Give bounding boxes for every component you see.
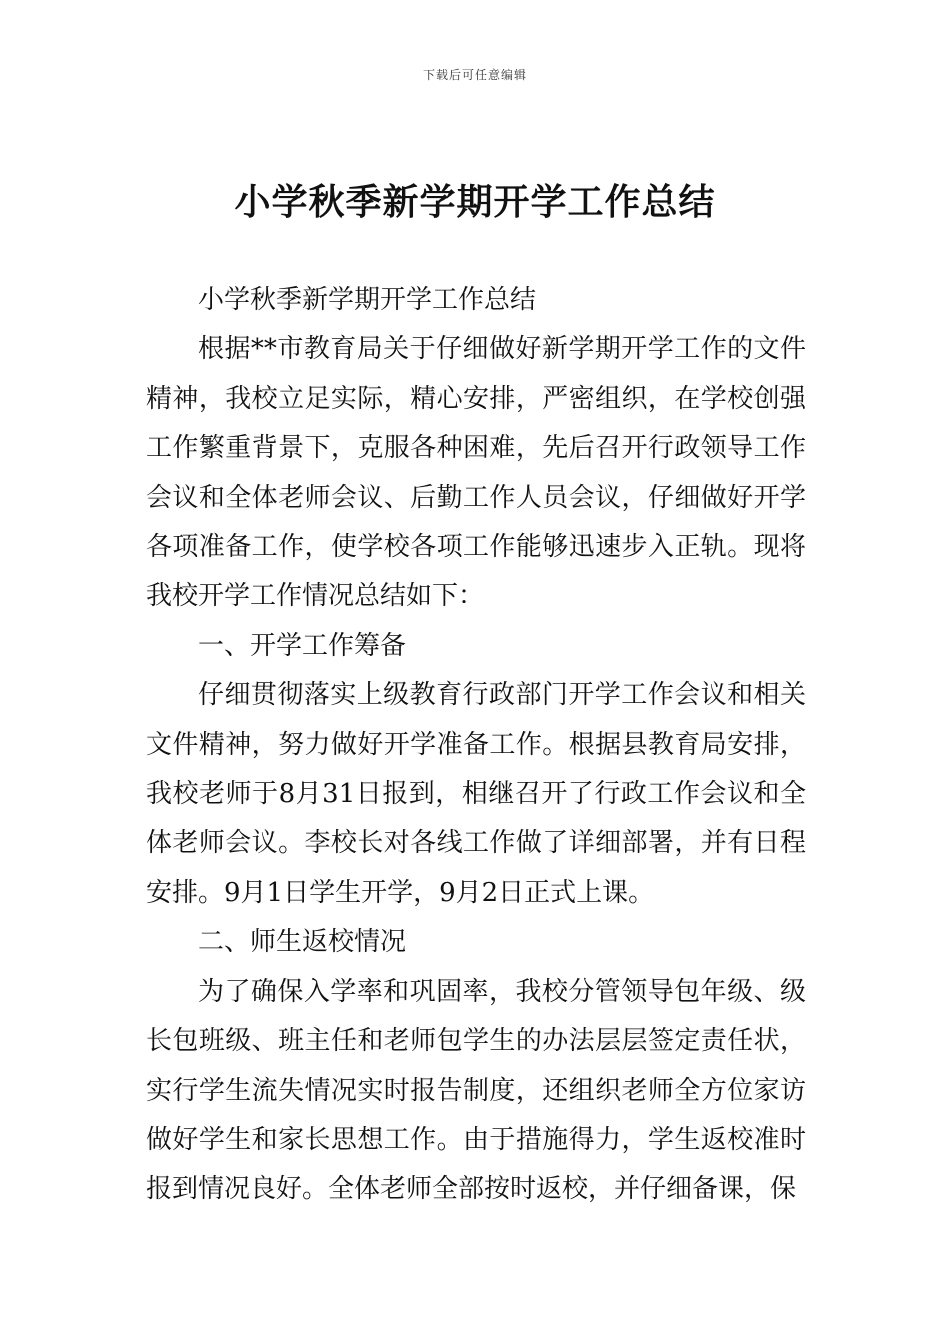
paragraph-section-1: 仔细贯彻落实上级教育行政部门开学工作会议和相关文件精神，努力做好开学准备工作。根据县教育局安排，我校老师于8月31日报到，相继召开了行政工作会议和全体老师会议。李校长对各线工作做了详细部署，并有日程安排。9月1日学生开学，9月2日正式上课。: [146, 680, 806, 908]
header-note: 下载后可任意编辑: [422, 68, 527, 82]
document-title: 小学秋季新学期开学工作总结: [234, 182, 716, 223]
paragraph-subtitle: 小学秋季新学期开学工作总结: [198, 285, 537, 315]
section-heading-1: 一、开学工作筹备: [198, 630, 407, 661]
paragraph-section-2: 为了确保入学率和巩固率，我校分管领导包年级、级长包班级、班主任和老师包学生的办法层层签定责任状，实行学生流失情况实时报告制度，还组织老师全方位家访做好学生和家长思想工作。由于措施得力，学生返校准时报到情况良好。全体老师全部按时返校，并仔细备课，保: [146, 976, 806, 1205]
section-heading-2: 二、师生返校情况: [198, 927, 407, 958]
document-body: [146, 276, 806, 1215]
paragraph-intro: 根据**市教育局关于仔细做好新学期开学工作的文件精神，我校立足实际，精心安排，严密组织，在学校创强工作繁重背景下，克服各种困难，先后召开行政领导工作会议和全体老师会议、后勤工作人员会议，仔细做好开学各项准备工作，使学校各项工作能够迅速步入正轨。现将我校开学工作情况总结如下：: [146, 334, 806, 612]
